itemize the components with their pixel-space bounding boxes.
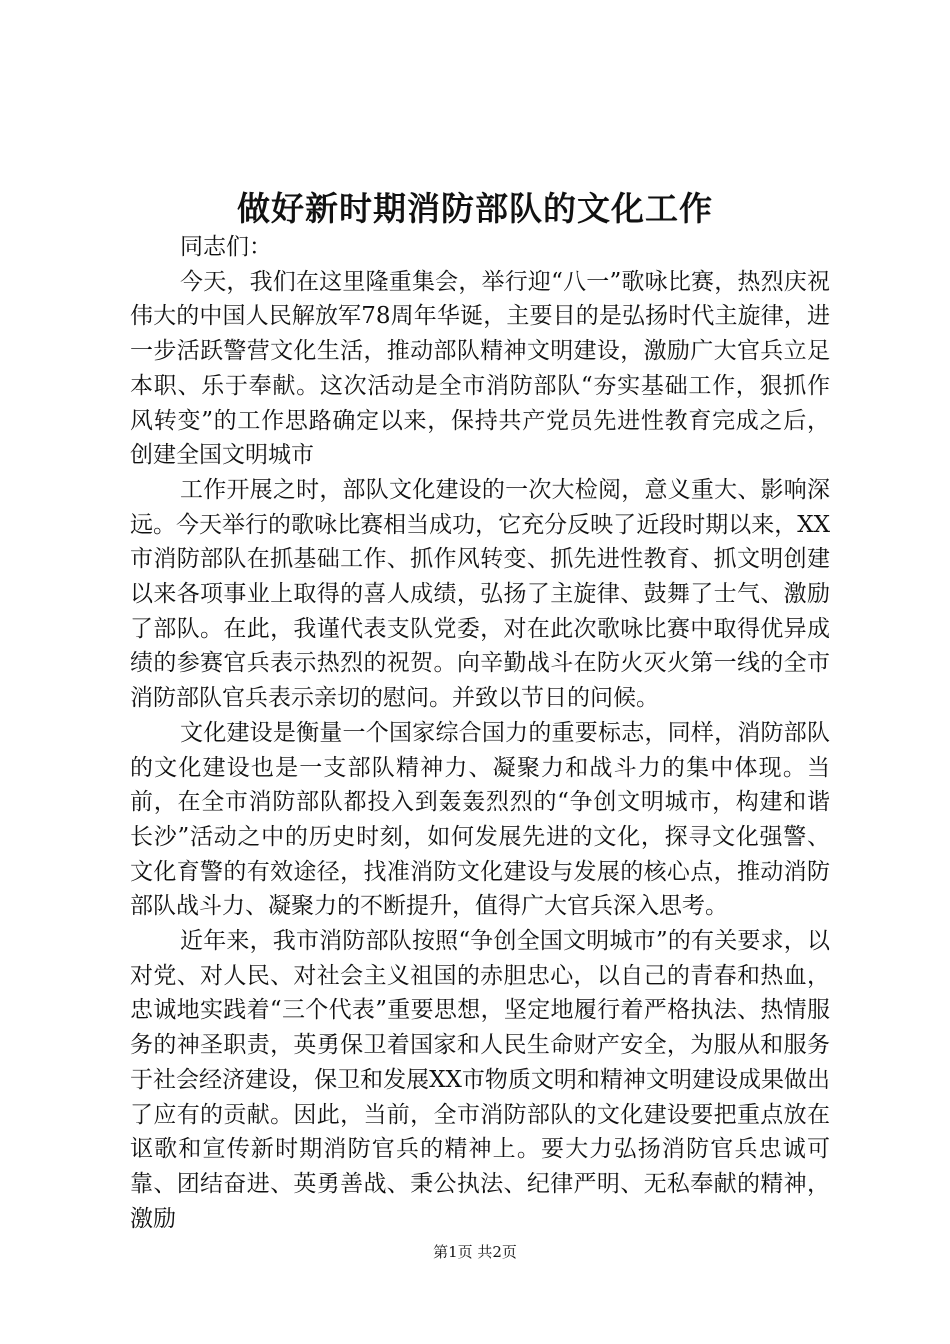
paragraph-1: 今天，我们在这里隆重集会，举行迎“八一”歌咏比赛，热烈庆祝伟大的中国人民解放军78周年华诞，主要目的是弘扬时代主旋律，进一步活跃警营文化生活，推动部队精神文明建设，激励广大官兵立足本职、乐于奉献。这次活动是全市消防部队“夯实基础工作，狠抓作风转变”的工作思路确定以来，保持共产党员先进性教育完成之后，创建全国文明城市 [130, 268, 830, 469]
document-title: 做好新时期消防部队的文化工作 [237, 189, 713, 228]
salutation: 同志们： [180, 234, 272, 260]
page-number-footer: 第1页 共2页 [433, 1243, 517, 1261]
paragraph-3: 文化建设是衡量一个国家综合国力的重要标志，同样，消防部队的文化建设也是一支部队精神力、凝聚力和战斗力的集中体现。当前，在全市消防部队都投入到轰轰烈烈的“争创文明城市，构建和谐长沙”活动之中的历史时刻，如何发展先进的文化，探寻文化强警、文化育警的有效途径，找准消防文化建设与发展的核心点，推动消防部队战斗力、凝聚力的不断提升，值得广大官兵深入思考。 [130, 719, 830, 920]
document-body [130, 230, 830, 1236]
paragraph-4: 近年来，我市消防部队按照“争创全国文明城市”的有关要求，以对党、对人民、对社会主义祖国的赤胆忠心，以自己的青春和热血，忠诚地实践着“三个代表”重要思想，坚定地履行着严格执法、热情服务的神圣职责，英勇保卫着国家和人民生命财产安全，为服从和服务于社会经济建设，保卫和发展XX市物质文明和精神文明建设成果做出了应有的贡献。因此，当前，全市消防部队的文化建设要把重点放在讴歌和宣传新时期消防官兵的精神上。要大力弘扬消防官兵忠诚可靠、团结奋进、英勇善战、秉公执法、纪律严明、无私奉献的精神，激励 [130, 928, 830, 1232]
paragraph-2: 工作开展之时，部队文化建设的一次大检阅，意义重大、影响深远。今天举行的歌咏比赛相当成功，它充分反映了近段时期以来，XX市消防部队在抓基础工作、抓作风转变、抓先进性教育、抓文明创建以来各项事业上取得的喜人成绩，弘扬了主旋律、鼓舞了士气、激励了部队。在此，我谨代表支队党委，对在此次歌咏比赛中取得优异成绩的参赛官兵表示热烈的祝贺。向辛勤战斗在防火灭火第一线的全市消防部队官兵表示亲切的慰问。并致以节日的问候。 [130, 476, 830, 712]
